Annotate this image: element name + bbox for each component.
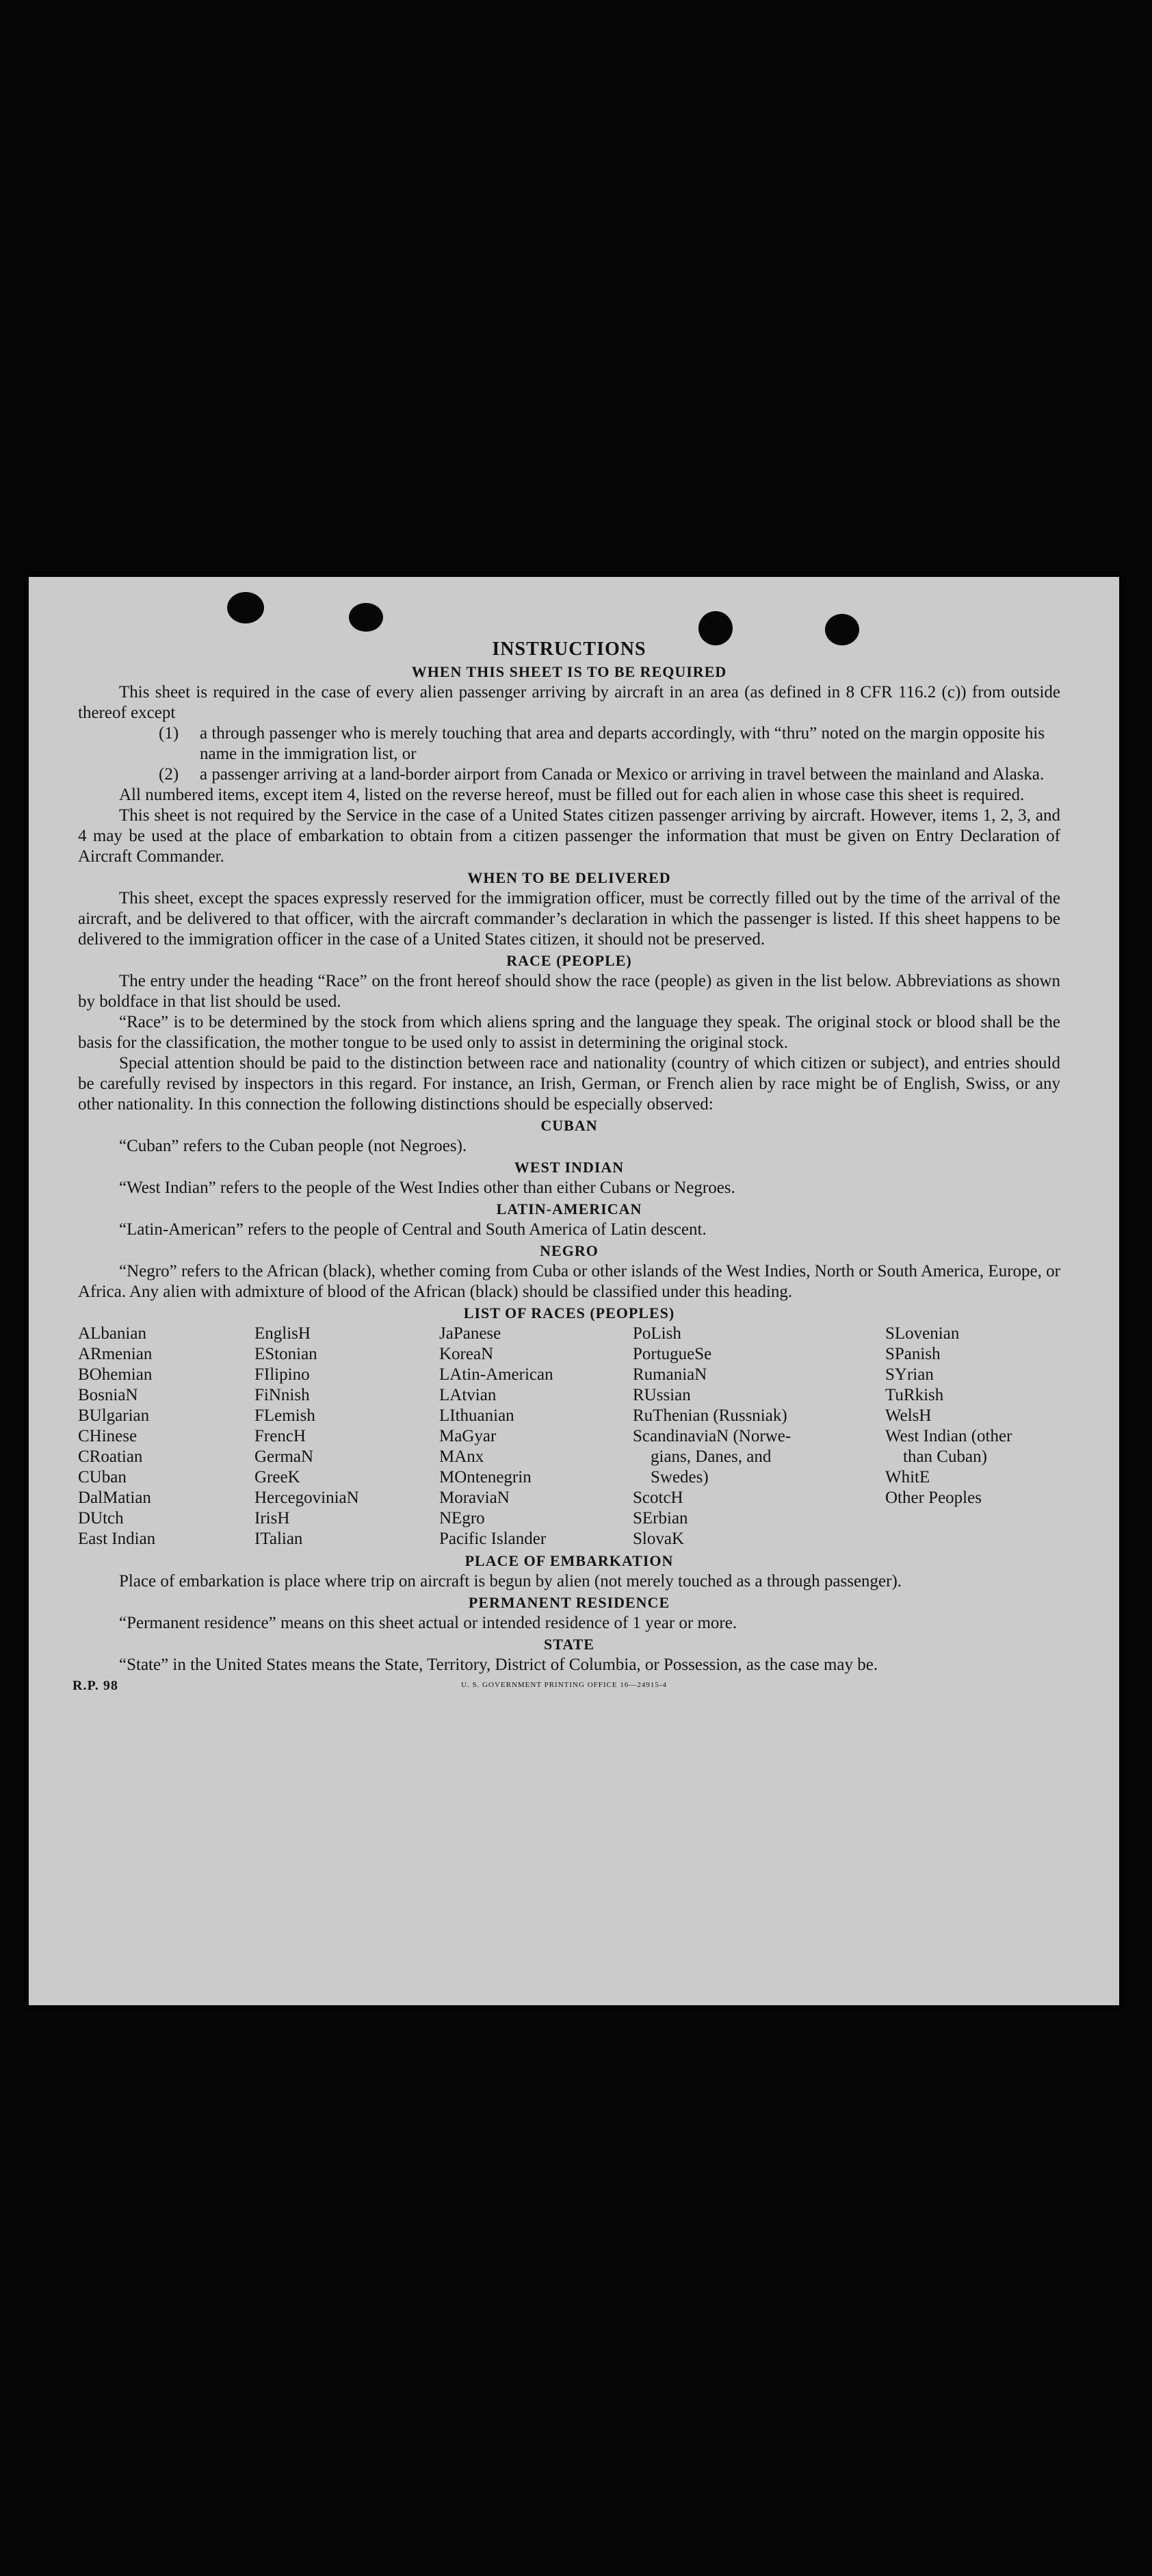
race-entry: RUssian: [633, 1386, 691, 1404]
race-entry: DUtch: [78, 1509, 124, 1528]
paragraph-residence: “Permanent residence” means on this sheet actual or intended residence of 1 year or more.: [119, 1614, 737, 1632]
race-entry: JaPanese: [439, 1324, 501, 1343]
race-entry: DalMatian: [78, 1489, 151, 1507]
paragraph-not-required: This sheet is not required by the Service in the case of a United States citizen passenger arriving by aircraft. However, items 1, 2, 3, and 4 may be used at the place of embarkation to obtain from a citizen passenger the information that must be given on Entry Declaration of Aircraft Commander.: [78, 806, 1060, 866]
race-entry: LIthuanian: [439, 1406, 514, 1425]
race-entry: SlovaK: [633, 1530, 684, 1548]
race-entry: RumaniaN: [633, 1365, 707, 1384]
race-entry: Other Peoples: [885, 1489, 982, 1507]
race-entry: gians, Danes, and: [651, 1447, 772, 1466]
section-heading-negro: NEGRO: [540, 1242, 599, 1259]
race-entry: NEgro: [439, 1509, 485, 1528]
race-entry: West Indian (other: [885, 1427, 1012, 1445]
race-entry: RuThenian (Russniak): [633, 1406, 787, 1425]
race-list: [78, 1324, 1060, 1549]
paragraph-embarkation: Place of embarkation is place where trip on aircraft is begun by alien (not merely touched as a through passenger).: [119, 1572, 902, 1590]
paragraph-west-indian: “West Indian” refers to the people of the West Indies other than either Cubans or Negroes.: [119, 1178, 735, 1197]
race-column: [885, 1324, 1063, 1549]
race-entry: MaGyar: [439, 1427, 497, 1445]
race-entry: BosniaN: [78, 1386, 138, 1404]
race-entry: GreeK: [254, 1468, 300, 1486]
race-entry: HercegoviniaN: [254, 1489, 359, 1507]
race-entry: East Indian: [78, 1530, 156, 1548]
race-entry: IrisH: [254, 1509, 290, 1528]
section-heading-race: RACE (PEOPLE): [506, 952, 632, 969]
race-entry: FiNnish: [254, 1386, 310, 1404]
race-entry: ScandinaviaN (Norwe-: [633, 1427, 791, 1445]
exception-item: [159, 723, 1060, 764]
race-entry: MAnx: [439, 1447, 484, 1466]
race-entry: MoraviaN: [439, 1489, 510, 1507]
race-entry: LAtvian: [439, 1386, 497, 1404]
document-page: [29, 577, 1119, 2005]
race-entry: MOntenegrin: [439, 1468, 532, 1486]
exception-number: (2): [159, 765, 179, 784]
race-entry: BUlgarian: [78, 1406, 150, 1425]
race-entry: ALbanian: [78, 1324, 146, 1343]
race-entry: SLovenian: [885, 1324, 960, 1343]
paragraph-negro: “Negro” refers to the African (black), whether coming from Cuba or other islands of the West Indies, North or South America, Europe, or Africa. Any alien with admixture of blood of the African (black) should be classified under this heading.: [78, 1262, 1060, 1301]
race-entry: Pacific Islander: [439, 1530, 547, 1548]
paragraph-race-nationality: Special attention should be paid to the distinction between race and nationality (country of which citizen or subject), and entries should be carefully revised by inspectors in this regard. For instance, an Irish, German, or French alien by race might be of English, Swiss, or any other nationality. In this connection the following distinctions should be especially observed:: [78, 1054, 1060, 1113]
exception-number: (1): [159, 724, 179, 743]
race-entry: PortugueSe: [633, 1345, 712, 1363]
paragraph-cuban: “Cuban” refers to the Cuban people (not Negroes).: [119, 1137, 467, 1155]
paragraph-delivered: This sheet, except the spaces expressly reserved for the immigration officer, must be correctly filled out by the time of the arrival of the aircraft, and be delivered to that officer, with the aircraft commander’s declaration in which the passenger is listed. If this sheet happens to be delivered to the immigration officer in the case of a United States citizen, it should not be preserved.: [78, 889, 1060, 949]
section-heading-cuban: CUBAN: [540, 1117, 598, 1134]
race-entry: TuRkish: [885, 1386, 944, 1404]
punch-hole: [698, 611, 733, 645]
race-entry: PoLish: [633, 1324, 681, 1343]
race-entry: BOhemian: [78, 1365, 153, 1384]
race-entry: FLemish: [254, 1406, 315, 1425]
paragraph-race-stock: “Race” is to be determined by the stock from which aliens spring and the language they speak. The original stock or blood shall be the basis for the classification, the mother tongue to be used only to assist in determining the original stock.: [78, 1013, 1060, 1052]
race-entry: CUban: [78, 1468, 127, 1486]
section-heading-race-list: LIST OF RACES (PEOPLES): [463, 1304, 675, 1322]
race-entry: SPanish: [885, 1345, 941, 1363]
race-entry: ARmenian: [78, 1345, 153, 1363]
exception-text: a passenger arriving at a land-border airport from Canada or Mexico or arriving in travel between the mainland and Alaska.: [200, 765, 1045, 784]
race-entry: WelsH: [885, 1406, 932, 1425]
race-entry: Swedes): [651, 1468, 709, 1486]
page-footer: [73, 1675, 1060, 1703]
race-entry: ITalian: [254, 1530, 303, 1548]
section-heading-latin-american: LATIN-AMERICAN: [496, 1200, 642, 1218]
printer-imprint: U. S. GOVERNMENT PRINTING OFFICE 16—24915-4: [461, 1681, 668, 1689]
race-entry: CRoatian: [78, 1447, 143, 1466]
race-entry: CHinese: [78, 1427, 138, 1445]
paragraph-numbered-items: All numbered items, except item 4, listed on the reverse hereof, must be filled out for each alien in whose case this sheet is required.: [119, 786, 1025, 804]
race-entry: FrencH: [254, 1427, 306, 1445]
punch-hole: [227, 592, 264, 623]
race-entry: EStonian: [254, 1345, 317, 1363]
exception-item: [159, 764, 1060, 785]
race-entry: than Cuban): [903, 1447, 987, 1466]
section-heading-delivered: WHEN TO BE DELIVERED: [467, 869, 671, 886]
race-entry: GermaN: [254, 1447, 314, 1466]
race-column: [633, 1324, 885, 1549]
section-heading-embarkation: PLACE OF EMBARKATION: [464, 1552, 674, 1569]
race-entry: KoreaN: [439, 1345, 494, 1363]
race-column: [254, 1324, 439, 1549]
section-heading-state: STATE: [544, 1636, 594, 1653]
punch-hole: [349, 603, 383, 632]
race-column: [439, 1324, 633, 1549]
section-heading-residence: PERMANENT RESIDENCE: [468, 1594, 670, 1611]
punch-hole: [825, 614, 859, 645]
race-entry: EnglisH: [254, 1324, 311, 1343]
race-entry: SErbian: [633, 1509, 688, 1528]
form-number: R.P. 98: [73, 1678, 118, 1693]
race-entry: FIlipino: [254, 1365, 310, 1384]
race-entry: ScotcH: [633, 1489, 683, 1507]
exception-text: a through passenger who is merely touching that area and departs accordingly, with “thru” noted on the margin opposite his name in the immigration list, or: [200, 724, 1045, 763]
race-column: [78, 1324, 254, 1549]
race-entry: SYrian: [885, 1365, 934, 1384]
race-entry: WhitE: [885, 1468, 930, 1486]
paragraph-race-entry: The entry under the heading “Race” on the front hereof should show the race (people) as given in the list below. Abbreviations as shown by boldface in that list should be used.: [78, 972, 1060, 1011]
document-title: INSTRUCTIONS: [492, 639, 646, 660]
paragraph-required: This sheet is required in the case of every alien passenger arriving by aircraft in an area (as defined in 8 CFR 116.2 (c)) from outside thereof except: [78, 683, 1060, 722]
race-entry: LAtin-American: [439, 1365, 553, 1384]
section-heading-when-required: WHEN THIS SHEET IS TO BE REQUIRED: [411, 663, 727, 680]
section-heading-west-indian: WEST INDIAN: [514, 1159, 625, 1176]
paragraph-state: “State” in the United States means the State, Territory, District of Columbia, or Possession, as the case may be.: [119, 1656, 878, 1674]
paragraph-latin-american: “Latin-American” refers to the people of Central and South America of Latin descent.: [119, 1220, 707, 1239]
